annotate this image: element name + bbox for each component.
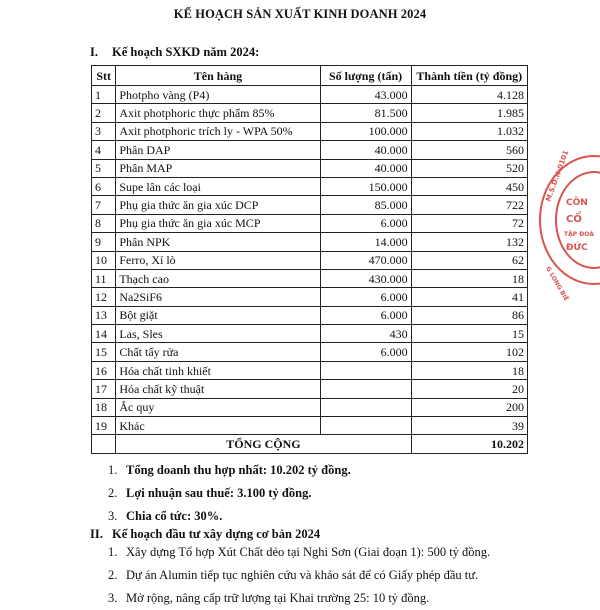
row-stt: 1 bbox=[92, 86, 116, 104]
row-product-name: Ắc quy bbox=[116, 398, 320, 416]
row-product-name: Axit photphoric thực phẩm 85% bbox=[116, 104, 320, 122]
row-product-name: Phân MAP bbox=[116, 159, 320, 177]
row-value: 450 bbox=[411, 177, 527, 195]
row-value: 1.032 bbox=[411, 122, 527, 140]
list-item-number: 2. bbox=[108, 568, 118, 582]
row-quantity: 6.000 bbox=[320, 288, 411, 306]
row-product-name: Bột giặt bbox=[116, 306, 320, 324]
row-value: 1.985 bbox=[411, 104, 527, 122]
row-quantity: 85.000 bbox=[320, 196, 411, 214]
summary-item bbox=[108, 482, 351, 505]
row-stt: 17 bbox=[92, 380, 116, 398]
table-row bbox=[92, 288, 528, 306]
table-row bbox=[92, 159, 528, 177]
row-value: 520 bbox=[411, 159, 527, 177]
section-1-number: I. bbox=[90, 45, 98, 59]
table-row bbox=[92, 214, 528, 232]
row-product-name: Thạch cao bbox=[116, 269, 320, 287]
row-product-name: Phụ gia thức ăn gia xúc MCP bbox=[116, 214, 320, 232]
production-plan-table bbox=[91, 65, 528, 454]
row-quantity: 430.000 bbox=[320, 269, 411, 287]
investment-item bbox=[108, 564, 490, 587]
row-stt: 8 bbox=[92, 214, 116, 232]
section-2-title: Kế hoạch đầu tư xây dựng cơ bản 2024 bbox=[112, 527, 321, 541]
list-item-text: Xây dựng Tổ hợp Xút Chất dẻo tại Nghi Sơn (Giai đoạn 1): 500 tỷ đồng. bbox=[126, 545, 491, 559]
header-quantity: Số lượng (tấn) bbox=[320, 66, 411, 86]
header-product-name: Tên hàng bbox=[116, 66, 320, 86]
section-1-heading bbox=[90, 45, 259, 60]
table-row bbox=[92, 104, 528, 122]
row-product-name: Hóa chất kỹ thuật bbox=[116, 380, 320, 398]
row-stt: 7 bbox=[92, 196, 116, 214]
row-product-name: Phân NPK bbox=[116, 233, 320, 251]
row-quantity: 470.000 bbox=[320, 251, 411, 269]
row-product-name: Photpho vàng (P4) bbox=[116, 86, 320, 104]
row-value: 4.128 bbox=[411, 86, 527, 104]
row-quantity: 6.000 bbox=[320, 306, 411, 324]
document-title: KẾ HOẠCH SẢN XUẤT KINH DOANH 2024 bbox=[173, 7, 427, 21]
row-product-name: Supe lân các loại bbox=[116, 177, 320, 195]
row-quantity: 81.500 bbox=[320, 104, 411, 122]
table-row bbox=[92, 398, 528, 416]
row-value: 18 bbox=[411, 361, 527, 379]
table-header-row bbox=[92, 66, 528, 86]
list-item-text: Tổng doanh thu hợp nhất: 10.202 tỷ đồng. bbox=[126, 463, 351, 477]
row-quantity bbox=[320, 361, 411, 379]
table-row bbox=[92, 269, 528, 287]
row-quantity: 40.000 bbox=[320, 141, 411, 159]
svg-text:ĐỨC: ĐỨC bbox=[566, 243, 588, 253]
row-product-name: Chất tẩy rửa bbox=[116, 343, 320, 361]
row-quantity bbox=[320, 417, 411, 435]
row-value: 41 bbox=[411, 288, 527, 306]
row-value: 20 bbox=[411, 380, 527, 398]
row-value: 560 bbox=[411, 141, 527, 159]
total-label: TỔNG CỘNG bbox=[116, 435, 411, 453]
row-stt: 14 bbox=[92, 325, 116, 343]
list-item-text: Mở rộng, nâng cấp trữ lượng tại Khai trường 25: 10 tỷ đồng. bbox=[126, 591, 430, 605]
summary-item bbox=[108, 505, 351, 528]
table-row bbox=[92, 306, 528, 324]
row-product-name: Khác bbox=[116, 417, 320, 435]
row-stt: 13 bbox=[92, 306, 116, 324]
row-value: 15 bbox=[411, 325, 527, 343]
section-1-title: Kế hoạch SXKD năm 2024: bbox=[112, 45, 260, 59]
row-value: 722 bbox=[411, 196, 527, 214]
row-quantity: 6.000 bbox=[320, 343, 411, 361]
list-item-text: Lợi nhuận sau thuế: 3.100 tỷ đồng. bbox=[126, 486, 312, 500]
row-quantity: 14.000 bbox=[320, 233, 411, 251]
row-stt: 6 bbox=[92, 177, 116, 195]
svg-text:G LONG BIÊ: G LONG BIÊ bbox=[544, 265, 570, 303]
list-item-number: 1. bbox=[108, 463, 118, 477]
table-row bbox=[92, 141, 528, 159]
row-quantity: 43.000 bbox=[320, 86, 411, 104]
row-quantity: 430 bbox=[320, 325, 411, 343]
svg-text:M.S.D.N:0101: M.S.D.N:0101 bbox=[544, 149, 571, 203]
list-item-number: 3. bbox=[108, 509, 118, 523]
row-stt: 5 bbox=[92, 159, 116, 177]
table-row bbox=[92, 361, 528, 379]
company-seal bbox=[536, 149, 600, 303]
svg-text:CÔN: CÔN bbox=[566, 198, 588, 208]
row-stt: 9 bbox=[92, 233, 116, 251]
row-product-name: Phụ gia thức ăn gia xúc DCP bbox=[116, 196, 320, 214]
row-quantity bbox=[320, 380, 411, 398]
row-product-name: Axit photphoric trích ly - WPA 50% bbox=[116, 122, 320, 140]
row-value: 132 bbox=[411, 233, 527, 251]
row-product-name: Las, Sles bbox=[116, 325, 320, 343]
header-stt: Stt bbox=[92, 66, 116, 86]
row-stt: 15 bbox=[92, 343, 116, 361]
table-row bbox=[92, 417, 528, 435]
investment-item bbox=[108, 587, 490, 610]
list-item-number: 1. bbox=[108, 545, 118, 559]
row-stt: 4 bbox=[92, 141, 116, 159]
table-row bbox=[92, 343, 528, 361]
row-stt: 10 bbox=[92, 251, 116, 269]
row-stt: 12 bbox=[92, 288, 116, 306]
table-row bbox=[92, 177, 528, 195]
table-row bbox=[92, 86, 528, 104]
row-stt: 2 bbox=[92, 104, 116, 122]
row-value: 200 bbox=[411, 398, 527, 416]
row-value: 18 bbox=[411, 269, 527, 287]
row-value: 39 bbox=[411, 417, 527, 435]
list-item-text: Dự án Alumin tiếp tục nghiên cứu và khảo sát để có Giấy phép đầu tư. bbox=[126, 568, 479, 582]
row-stt: 19 bbox=[92, 417, 116, 435]
table-body bbox=[92, 86, 528, 435]
svg-text:CỔ: CỔ bbox=[566, 214, 582, 225]
row-quantity: 100.000 bbox=[320, 122, 411, 140]
table-row bbox=[92, 325, 528, 343]
row-quantity: 40.000 bbox=[320, 159, 411, 177]
table-total-row bbox=[92, 435, 528, 453]
row-stt: 3 bbox=[92, 122, 116, 140]
table-row bbox=[92, 251, 528, 269]
row-stt: 18 bbox=[92, 398, 116, 416]
row-value: 102 bbox=[411, 343, 527, 361]
row-product-name: Phân DAP bbox=[116, 141, 320, 159]
row-value: 62 bbox=[411, 251, 527, 269]
summary-list bbox=[108, 459, 351, 528]
row-product-name: Hóa chất tinh khiết bbox=[116, 361, 320, 379]
section-2-number: II. bbox=[90, 527, 103, 541]
table-row bbox=[92, 233, 528, 251]
row-value: 72 bbox=[411, 214, 527, 232]
svg-text:TẬP ĐOÀ: TẬP ĐOÀ bbox=[564, 231, 594, 238]
row-value: 86 bbox=[411, 306, 527, 324]
row-quantity bbox=[320, 398, 411, 416]
list-item-text: Chia cổ tức: 30%. bbox=[126, 509, 223, 523]
header-value: Thành tiền (tỷ đồng) bbox=[411, 66, 527, 86]
total-value: 10.202 bbox=[411, 435, 527, 453]
row-product-name: Na2SiF6 bbox=[116, 288, 320, 306]
list-item-number: 2. bbox=[108, 486, 118, 500]
section-2-heading bbox=[90, 527, 320, 542]
row-stt: 11 bbox=[92, 269, 116, 287]
summary-item bbox=[108, 459, 351, 482]
row-stt: 16 bbox=[92, 361, 116, 379]
row-quantity: 150.000 bbox=[320, 177, 411, 195]
list-item-number: 3. bbox=[108, 591, 118, 605]
table-row bbox=[92, 122, 528, 140]
row-quantity: 6.000 bbox=[320, 214, 411, 232]
table-row bbox=[92, 196, 528, 214]
row-product-name: Ferro, Xỉ lò bbox=[116, 251, 320, 269]
table-row bbox=[92, 380, 528, 398]
investment-item bbox=[108, 541, 490, 564]
